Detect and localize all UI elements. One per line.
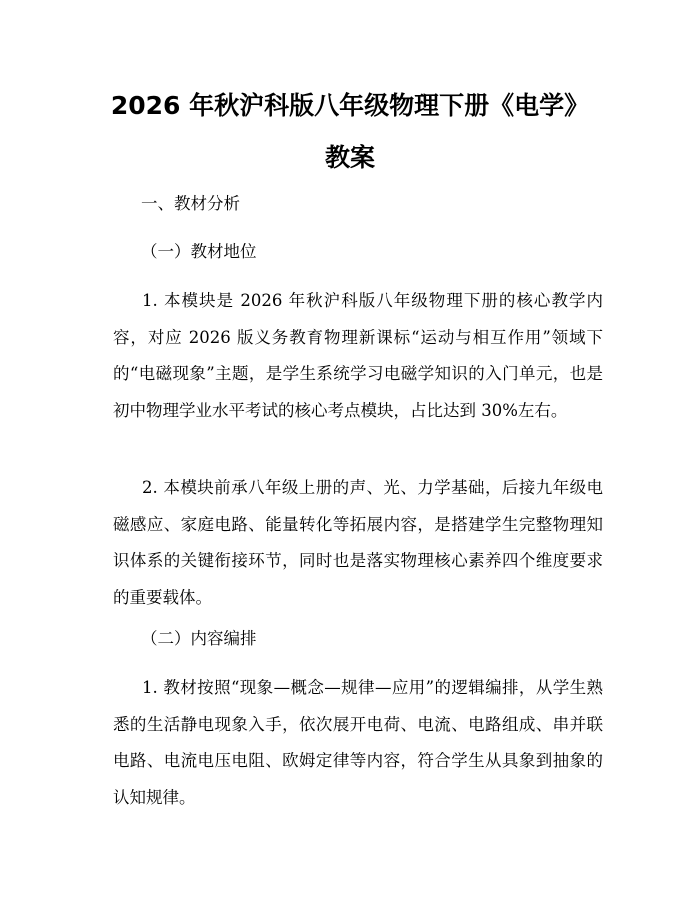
paragraph-arrangement-1: 1. 教材按照“现象—概念—规律—应用”的逻辑编排，从学生熟悉的生活静电现象入手，依次展开电荷、电流、电路组成、串并联电路、电流电压电阻、欧姆定律等内容，符合学生从具象到抽象的认知规律。 — [113, 678, 603, 807]
paragraph-position-2: 2. 本模块前承八年级上册的声、光、力学基础，后接九年级电磁感应、家庭电路、能量转化等拓展内容，是搭建学生完整物理知识体系的关键衔接环节，同时也是落实物理核心素养四个维度要求的重要载体。 — [113, 478, 603, 607]
section-heading-textbook-analysis: 一、教材分析 — [141, 194, 240, 213]
document-title: 2026 年秋沪科版八年级物理下册《电学》教案 — [110, 91, 590, 172]
subsection-heading-textbook-position: （一）教材地位 — [141, 242, 257, 261]
subsection-heading-content-arrangement: （二）内容编排 — [141, 629, 257, 648]
paragraph-position-1: 1. 本模块是 2026 年秋沪科版八年级物理下册的核心教学内容，对应 2026 版义务教育物理新课标“运动与相互作用”领域下的“电磁现象”主题，是学生系统学习电磁学知识的入门单元，也是初中物理学业水平考试的核心考点模块，占比达到 30%左右。 — [113, 291, 603, 420]
